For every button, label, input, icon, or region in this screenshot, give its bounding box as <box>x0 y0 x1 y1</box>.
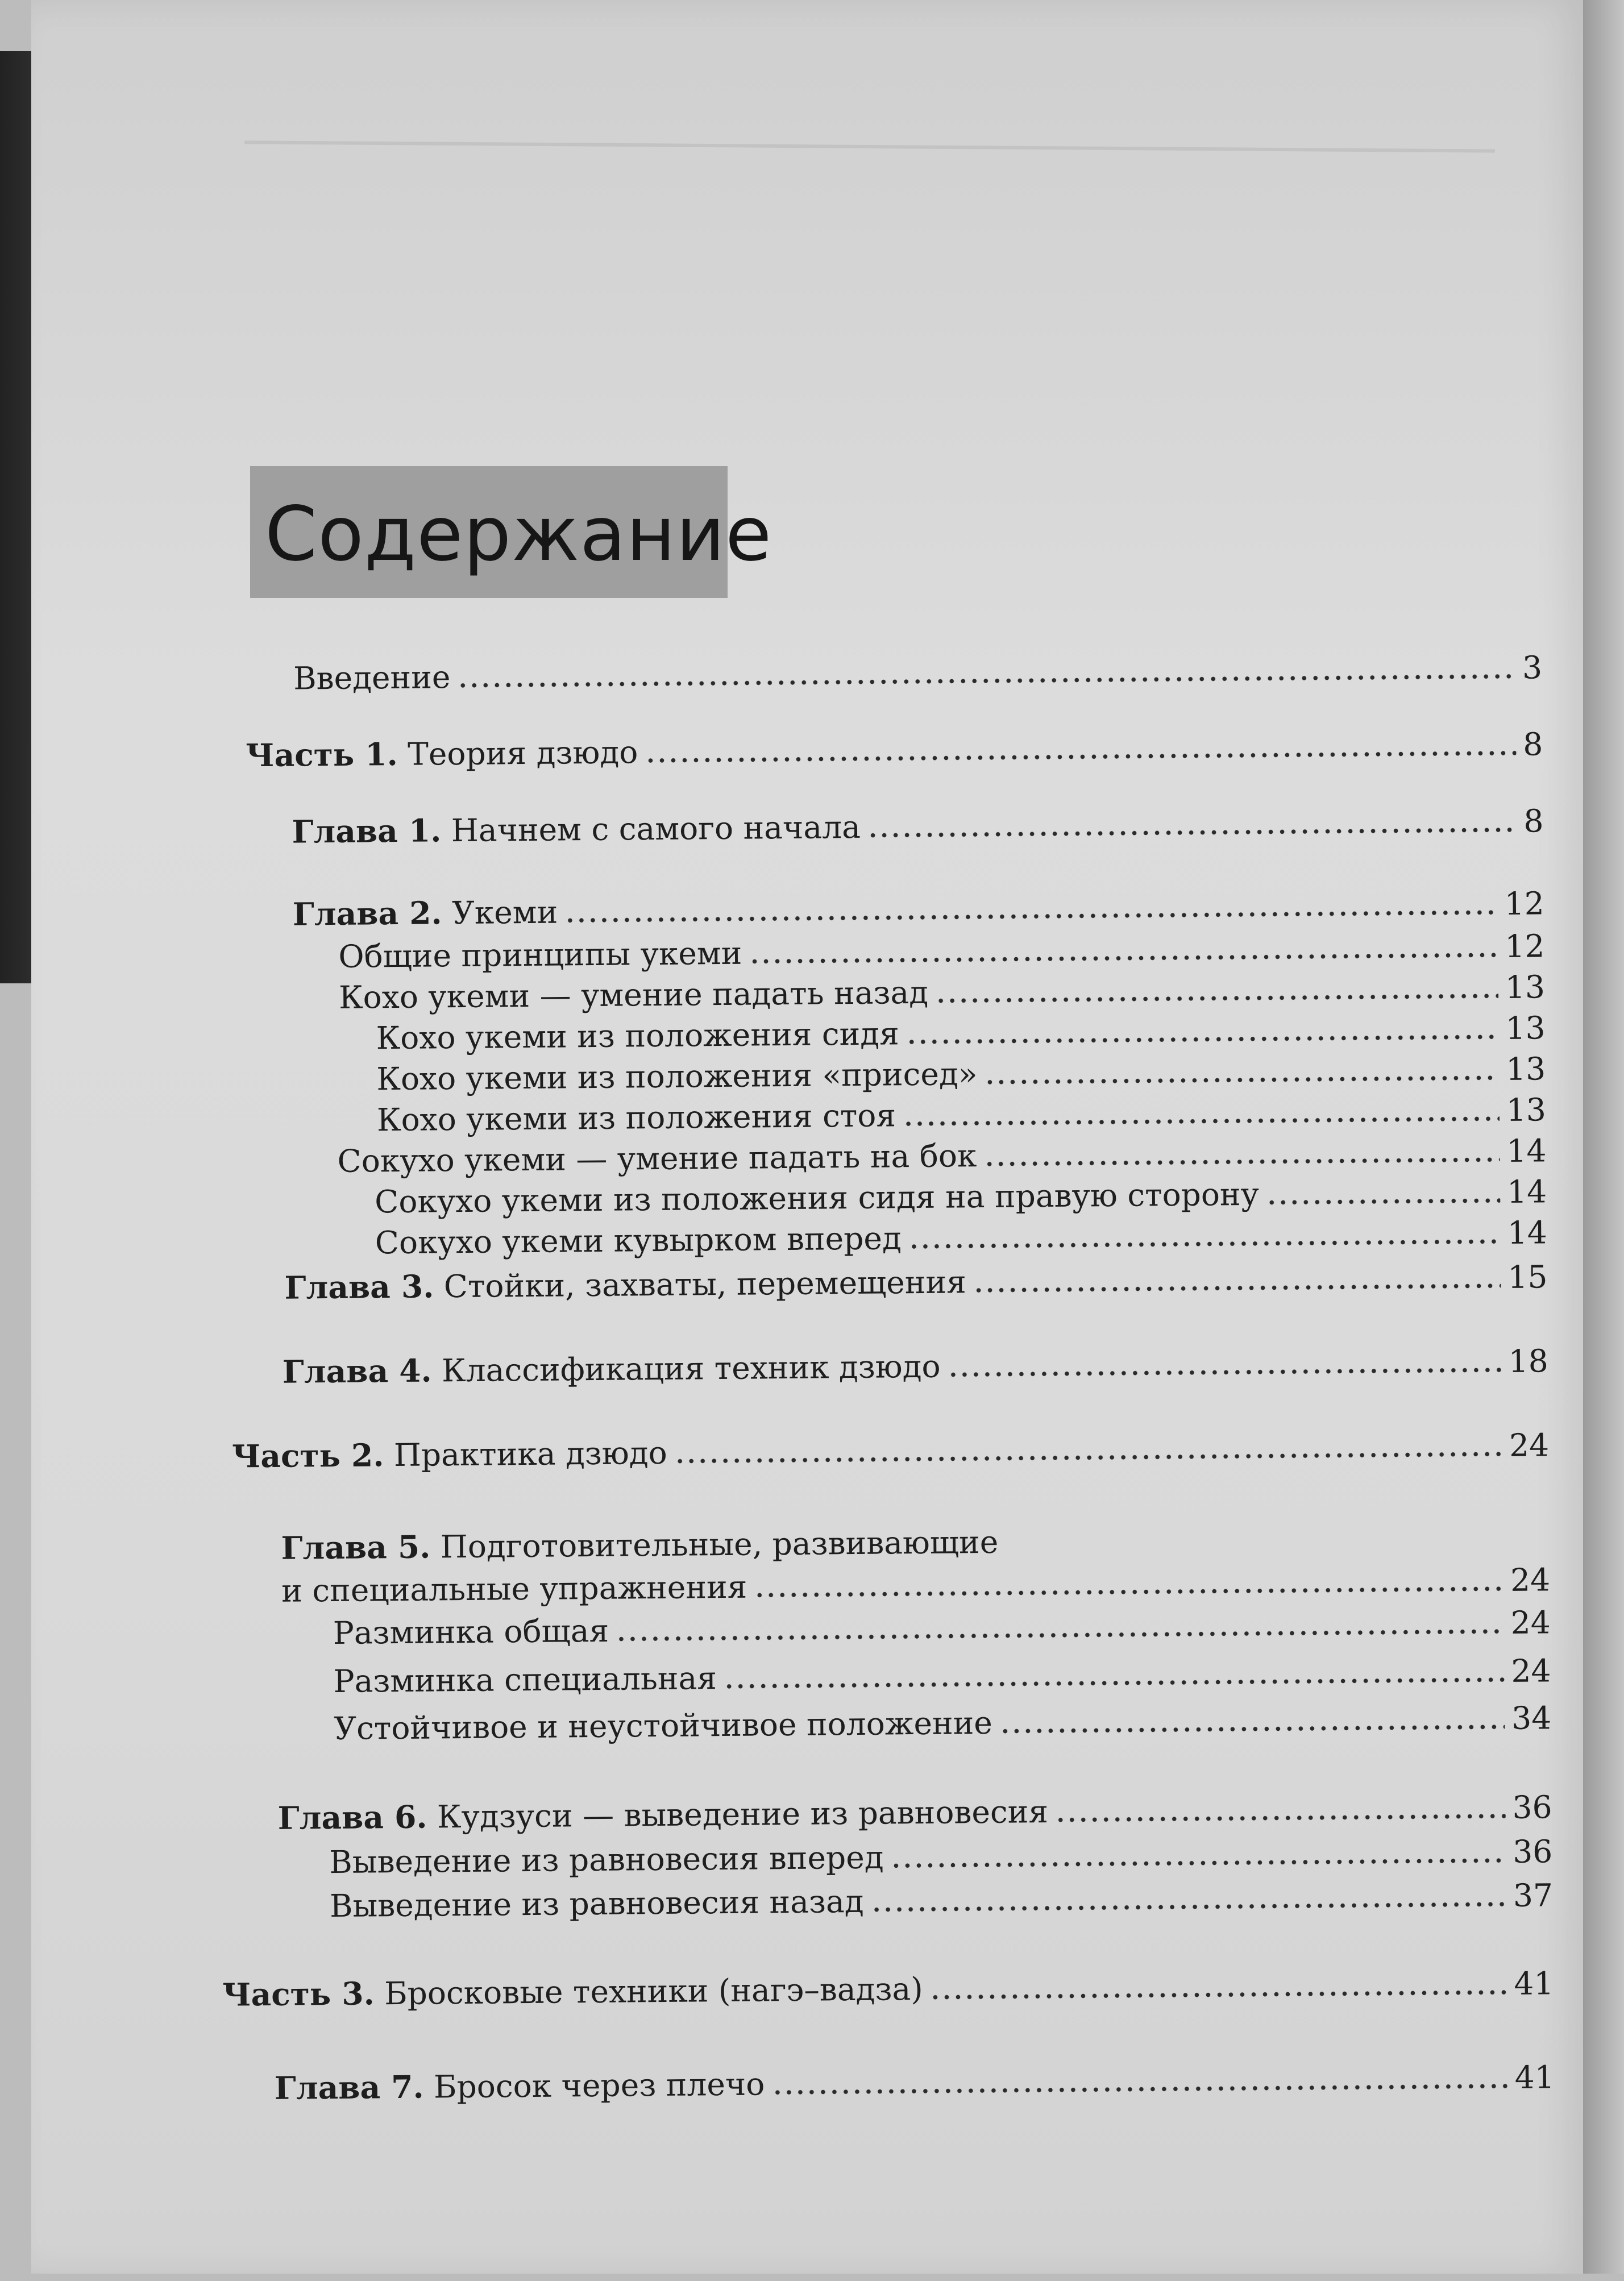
entry-title: Введение <box>293 659 451 697</box>
entry-title: Классификация техник дзюдо <box>441 1348 941 1389</box>
dot-leader <box>903 1116 1500 1127</box>
entry-title: Бросок через плечо <box>433 2066 765 2105</box>
dot-leader <box>1266 1198 1500 1206</box>
entry-label: Глава 7. <box>274 2068 424 2107</box>
page-number: 15 <box>1507 1258 1548 1295</box>
entry-title: Сокухо укеми кувырком вперед <box>375 1220 902 1261</box>
dot-leader <box>935 993 1498 1004</box>
page-number: 24 <box>1510 1561 1551 1598</box>
page-number: 12 <box>1504 885 1544 922</box>
page-number: 14 <box>1507 1214 1548 1251</box>
entry-title: Выведение из равновесия назад <box>329 1883 864 1925</box>
entry-title: Бросковые техники (нагэ–вадза) <box>384 1970 923 2012</box>
page-number: 13 <box>1505 1050 1546 1087</box>
dot-leader <box>867 827 1517 838</box>
toc-entry-chapter-2[interactable] <box>292 883 1544 934</box>
page-number: 34 <box>1511 1700 1552 1736</box>
dot-leader <box>564 909 1498 923</box>
page-number: 24 <box>1509 1427 1550 1464</box>
entry-title: Общие принципы укеми <box>338 934 742 975</box>
entry-title: Кохо укеми из положения стоя <box>376 1097 896 1139</box>
page-number: 41 <box>1514 1965 1554 2002</box>
page-number: 37 <box>1513 1877 1554 1914</box>
dot-leader <box>754 1586 1503 1598</box>
dot-leader <box>930 1989 1507 2000</box>
page-number: 13 <box>1506 1091 1547 1128</box>
page-number: 24 <box>1510 1604 1551 1641</box>
entry-title: Кудзуси — выведение из равновесия <box>437 1793 1049 1835</box>
entry-title: Практика дзюдо <box>393 1434 667 1474</box>
toc-entry-sub[interactable] <box>333 1651 1551 1701</box>
page-number: 8 <box>1523 803 1544 840</box>
entry-title: Кохо укеми из положения сидя <box>376 1015 900 1057</box>
page-number: 24 <box>1511 1652 1551 1689</box>
entry-title: Кохо укеми из положения «присед» <box>376 1056 978 1098</box>
dot-leader <box>908 1239 1501 1249</box>
entry-label: Часть 2. <box>231 1436 384 1475</box>
dot-leader <box>948 1367 1502 1378</box>
toc-entry-part-2[interactable] <box>232 1425 1550 1476</box>
entry-title: Разминка специальная <box>333 1660 717 1700</box>
page-number: 12 <box>1505 928 1545 965</box>
entry-label: Глава 3. <box>284 1268 434 1306</box>
entry-title: Выведение из равновесия вперед <box>329 1839 884 1881</box>
dot-leader <box>616 1628 1504 1642</box>
page-number: 8 <box>1522 726 1543 763</box>
page-number: 3 <box>1522 649 1543 686</box>
entry-title: Кохо укеми — умение падать назад <box>338 974 929 1016</box>
entry-title: и специальные упражнения <box>281 1568 747 1609</box>
page-title: Содержание <box>265 491 772 578</box>
toc-entry-intro[interactable] <box>293 647 1543 698</box>
toc-entry-sub[interactable] <box>329 1831 1553 1882</box>
dot-leader <box>999 1724 1505 1734</box>
page-number: 41 <box>1514 2059 1555 2096</box>
entry-title: Сокухо укеми — умение падать на бок <box>337 1137 977 1179</box>
dot-leader <box>724 1677 1505 1689</box>
dot-leader <box>771 2083 1507 2095</box>
entry-title: Устойчивое и неустойчивое положение <box>334 1704 993 1747</box>
dot-leader <box>891 1858 1506 1868</box>
dot-leader <box>645 750 1516 763</box>
page-number: 14 <box>1506 1173 1547 1210</box>
toc-entry-chapter-1[interactable] <box>292 801 1544 851</box>
entry-title: Начнем с самого начала <box>451 808 861 849</box>
entry-title: Подготовительные, развивающие <box>440 1523 999 1565</box>
toc-entry-sub[interactable] <box>333 1602 1551 1653</box>
entry-label: Глава 2. <box>292 894 442 933</box>
dot-leader <box>457 674 1515 688</box>
dot-leader <box>674 1451 1502 1464</box>
entry-label: Глава 1. <box>292 812 442 850</box>
toc-entry-chapter-4[interactable] <box>283 1341 1549 1391</box>
dot-leader <box>985 1075 1500 1085</box>
dot-leader <box>749 952 1498 965</box>
page-number: 13 <box>1505 1009 1546 1046</box>
dot-leader <box>906 1034 1499 1045</box>
dot-leader <box>973 1283 1501 1293</box>
entry-title: Стойки, захваты, перемещения <box>443 1264 967 1305</box>
page-number: 18 <box>1508 1343 1549 1380</box>
dot-leader <box>871 1901 1506 1913</box>
page-number: 36 <box>1512 1833 1553 1870</box>
entry-label: Часть 3. <box>222 1975 375 2013</box>
toc-entry-sub[interactable] <box>330 1875 1554 1926</box>
page-number: 36 <box>1512 1789 1552 1826</box>
toc-entry-part-3[interactable] <box>222 1963 1554 2014</box>
toc-entry-part-1[interactable] <box>246 724 1543 775</box>
toc-entry-chapter-3[interactable] <box>284 1257 1548 1307</box>
page-number: 14 <box>1506 1132 1547 1169</box>
entry-label: Глава 6. <box>277 1798 427 1837</box>
dot-leader <box>983 1157 1500 1167</box>
page-number: 13 <box>1505 969 1546 1006</box>
entry-title: Сокухо укеми из положения сидя на правую сторону <box>374 1175 1260 1220</box>
dot-leader <box>1055 1813 1506 1823</box>
toc-entry-sub[interactable] <box>334 1698 1552 1748</box>
entry-label: Часть 1. <box>246 735 398 774</box>
entry-label: Глава 4. <box>282 1352 432 1390</box>
entry-label: Глава 5. <box>281 1528 431 1567</box>
entry-title: Укеми <box>451 894 558 932</box>
toc-entry-chapter-7[interactable] <box>275 2057 1555 2108</box>
entry-title: Теория дзюдо <box>407 734 638 772</box>
toc-entry-chapter-5-line-2[interactable] <box>281 1560 1551 1610</box>
toc-entry-chapter-5-line-1[interactable] <box>281 1522 998 1568</box>
entry-title: Разминка общая <box>333 1612 609 1652</box>
toc-entry-chapter-6[interactable] <box>277 1787 1552 1838</box>
